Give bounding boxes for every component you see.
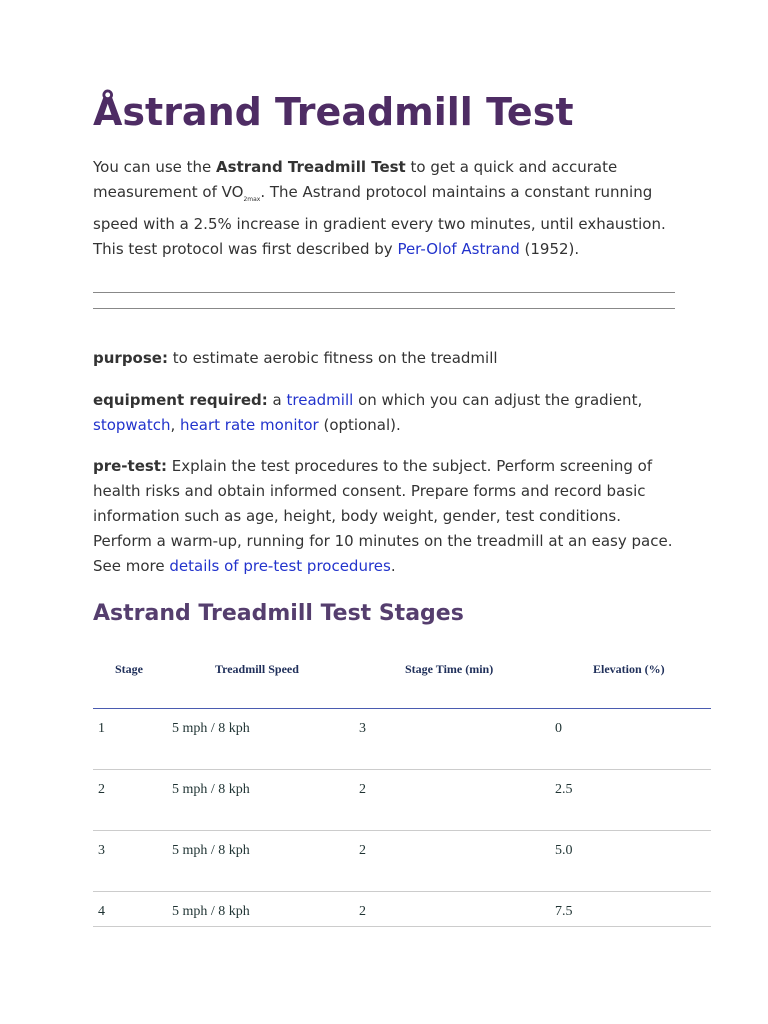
table-row xyxy=(93,770,711,831)
cell-speed: 5 mph / 8 kph xyxy=(172,782,250,797)
cell-speed: 5 mph / 8 kph xyxy=(172,721,250,736)
cell-stage: 2 xyxy=(98,782,105,797)
equipment-label: equipment required: xyxy=(93,391,268,409)
heart-rate-monitor-link[interactable]: heart rate monitor xyxy=(180,416,319,434)
cell-time: 2 xyxy=(359,904,366,919)
column-header-elevation: Elevation (%) xyxy=(593,662,665,676)
cell-time: 2 xyxy=(359,843,366,858)
stages-heading: Astrand Treadmill Test Stages xyxy=(93,601,464,626)
divider xyxy=(93,292,675,293)
cell-time: 2 xyxy=(359,782,366,797)
cell-speed: 5 mph / 8 kph xyxy=(172,904,250,919)
pretest-details-link[interactable]: details of pre-test procedures xyxy=(169,557,391,575)
pretest-paragraph xyxy=(93,454,677,579)
intro-text: . The Astrand protocol maintains a constant running speed with a 2.5% increase in gradient every two minutes, until exhaustion. This test protocol was first described by xyxy=(93,183,666,258)
vo2max-subscript: 2max xyxy=(243,196,261,203)
intro-paragraph xyxy=(93,155,677,262)
per-olof-astrand-link[interactable]: Per-Olof Astrand xyxy=(397,240,520,258)
cell-elevation: 7.5 xyxy=(555,904,573,919)
cell-stage: 4 xyxy=(98,904,105,919)
cell-elevation: 2.5 xyxy=(555,782,573,797)
equipment-text: , xyxy=(170,416,181,434)
intro-text: (1952). xyxy=(519,240,580,258)
treadmill-link[interactable]: treadmill xyxy=(286,391,354,409)
equipment-text: (optional). xyxy=(318,416,401,434)
purpose-text: to estimate aerobic fitness on the treadmill xyxy=(167,349,498,367)
page-title: Åstrand Treadmill Test xyxy=(93,90,574,134)
cell-elevation: 0 xyxy=(555,721,562,736)
stages-table xyxy=(93,650,711,927)
intro-text: You can use the xyxy=(93,158,217,176)
column-header-speed: Treadmill Speed xyxy=(215,662,299,676)
cell-stage: 3 xyxy=(98,843,105,858)
column-header-stage: Stage xyxy=(115,662,143,676)
intro-text: to get a quick and accurate measurement of VO xyxy=(93,158,618,201)
cell-elevation: 5.0 xyxy=(555,843,573,858)
equipment-paragraph xyxy=(93,388,677,438)
column-header-time: Stage Time (min) xyxy=(405,662,494,676)
stopwatch-link[interactable]: stopwatch xyxy=(93,416,171,434)
equipment-text: a xyxy=(267,391,287,409)
pretest-label: pre-test: xyxy=(93,457,167,475)
table-row xyxy=(93,892,711,927)
table-header-row xyxy=(93,650,711,709)
cell-time: 3 xyxy=(359,721,366,736)
divider xyxy=(93,308,675,309)
cell-speed: 5 mph / 8 kph xyxy=(172,843,250,858)
pretest-text: Explain the test procedures to the subject. Perform screening of health risks and obtain informed consent. Prepare forms and record basic information such as age, height, body weight, gender, test conditions. Perform a warm-up, running for 10 minutes on the treadmill at an easy pace. See more xyxy=(93,457,673,575)
equipment-text: on which you can adjust the gradient, xyxy=(353,391,643,409)
intro-bold-test-name: Astrand Treadmill Test xyxy=(216,158,406,176)
table-row xyxy=(93,709,711,770)
pretest-text: . xyxy=(390,557,396,575)
purpose-paragraph xyxy=(93,346,677,371)
table-row xyxy=(93,831,711,892)
cell-stage: 1 xyxy=(98,721,105,736)
purpose-label: purpose: xyxy=(93,349,168,367)
